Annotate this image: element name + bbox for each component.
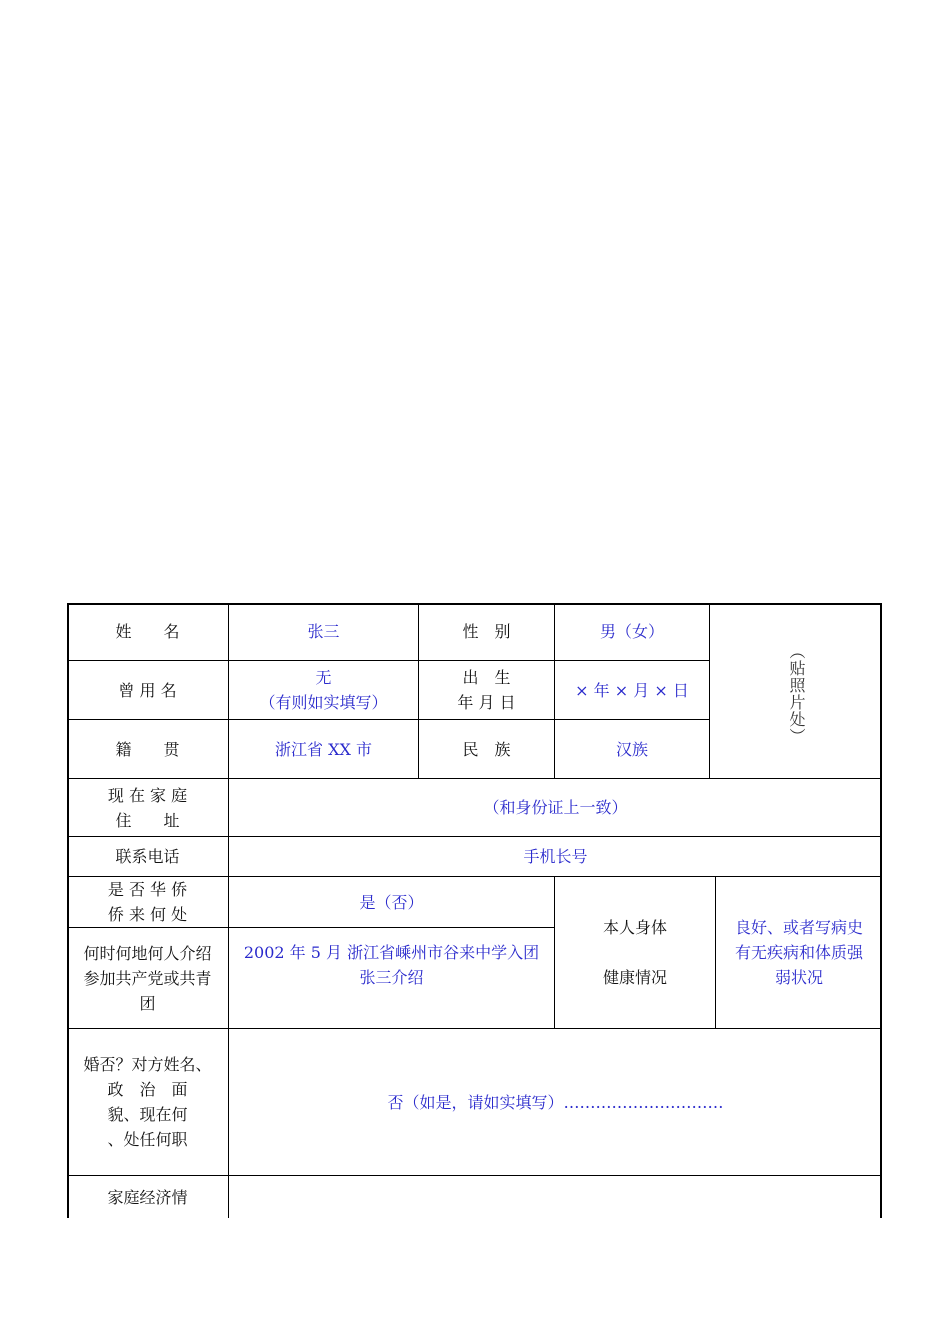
former-name-label: 曾 用 名 — [118, 680, 177, 700]
overseas-label-line: 侨 来 何 处 — [107, 905, 188, 924]
phone-label: 联系电话 — [115, 847, 180, 866]
health-label-line: 本人身体 — [602, 918, 667, 937]
native-place-label: 籍 贯 — [115, 739, 180, 759]
marriage-label-line: 貌、现在何 — [107, 1105, 188, 1124]
economy-value — [229, 1176, 882, 1218]
marriage-label-line: 、处任何职 — [107, 1130, 188, 1149]
health-label-line: 健康情况 — [602, 968, 667, 987]
address-label-line: 现 在 家 庭 — [107, 785, 188, 805]
photo-label: （贴照片处） — [787, 643, 806, 745]
party-label-line: 参加共产党或共青 — [83, 968, 212, 988]
health-value-line: 有无疾病和体质强 — [734, 943, 863, 962]
name-label: 姓 名 — [115, 622, 180, 641]
former-name-cell — [229, 661, 418, 719]
overseas-label-line: 是 否 华 侨 — [107, 880, 188, 899]
party-value-line: 2002 年 5 月 浙江省嵊州市谷来中学入团 — [243, 943, 540, 962]
party-value-line: 张三介绍 — [359, 968, 424, 987]
marriage-value: 否（如是，请如实填写）………………………… — [387, 1092, 724, 1112]
ethnic-label: 民 族 — [462, 739, 511, 759]
economy-label: 家庭经济情 — [107, 1187, 188, 1207]
birth-label — [419, 661, 554, 719]
birth-label-line: 出 生 — [462, 668, 511, 687]
party-label — [67, 928, 228, 1028]
ethnic-value: 汉族 — [615, 739, 648, 759]
marriage-label-line: 婚否？对方姓名、 — [83, 1055, 212, 1074]
former-name-hint: （有则如实填写） — [259, 693, 388, 712]
health-value-line: 弱状况 — [774, 968, 823, 987]
address-label — [67, 779, 228, 836]
overseas-label — [67, 877, 228, 927]
party-label-line: 团 — [139, 993, 156, 1013]
registration-form — [67, 603, 884, 1220]
party-label-line: 何时何地何人介绍 — [83, 943, 212, 963]
gender-label: 性 别 — [462, 622, 511, 641]
marriage-label-line: 政 治 面 — [107, 1080, 188, 1099]
marriage-label — [67, 1029, 228, 1175]
party-value — [229, 928, 554, 1028]
address-label-line: 住 址 — [115, 810, 180, 830]
health-label — [555, 877, 715, 1028]
address-value: （和身份证上一致） — [483, 798, 628, 817]
health-value — [716, 877, 882, 1028]
name-value: 张三 — [307, 622, 340, 641]
former-name-value: 无 — [315, 668, 332, 687]
health-value-line: 良好、或者写病史 — [734, 918, 863, 937]
birth-value: × 年 × 月 × 日 — [575, 680, 689, 700]
birth-label-line: 年 月 日 — [457, 693, 516, 712]
photo-area — [710, 603, 882, 778]
native-place-value: 浙江省 XX 市 — [275, 739, 372, 759]
overseas-value: 是（否） — [359, 892, 424, 912]
phone-value: 手机长号 — [523, 847, 588, 866]
gender-value: 男（女） — [599, 622, 664, 641]
